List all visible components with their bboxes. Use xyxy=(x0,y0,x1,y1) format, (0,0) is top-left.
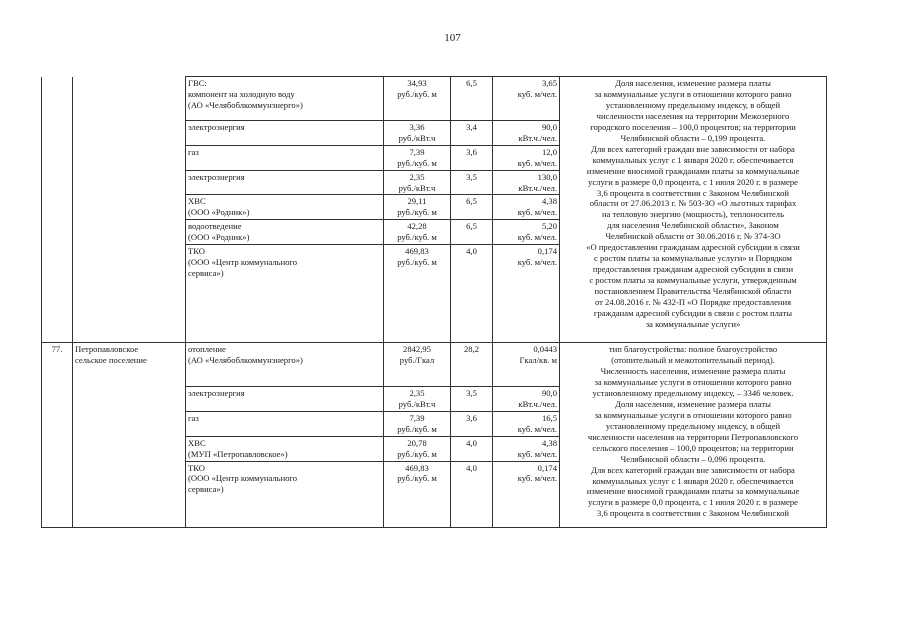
tariff-cell xyxy=(384,245,451,343)
service-name: электроэнергия xyxy=(188,388,245,399)
norm-value: куб. м/чел. xyxy=(517,232,557,243)
index-value: 4,0 xyxy=(466,437,477,448)
tariff-cell xyxy=(384,170,451,195)
service-name-cell xyxy=(186,77,384,121)
service-name: (ООО «Родник») xyxy=(188,232,250,243)
norm-value: куб. м/чел. xyxy=(517,473,557,484)
index-value: 3,5 xyxy=(466,171,477,182)
settlement-name: сельское поселение xyxy=(75,354,147,365)
norm-value: 4,38 xyxy=(541,437,557,448)
description-line: Челябинской области – 0,199 процента. xyxy=(620,132,766,143)
norm-cell xyxy=(493,220,560,245)
tariff-cell xyxy=(384,343,451,387)
tariff-value: руб./куб. м xyxy=(397,448,437,459)
row-number-cell xyxy=(42,77,73,343)
index-value: 6,5 xyxy=(466,78,477,88)
description-line: тип благоустройства: полное благоустройство xyxy=(608,344,778,355)
tariff-cell xyxy=(384,145,451,170)
service-name: сервиса») xyxy=(188,267,224,278)
service-name-cell xyxy=(186,343,384,387)
index-cell xyxy=(451,121,493,146)
index-cell xyxy=(451,343,493,387)
table-row xyxy=(42,77,827,121)
index-cell xyxy=(451,411,493,436)
description-line: 3,6 процента в соответствии с Законом Челябинской xyxy=(597,187,789,198)
description-line: на тепловую энергию (мощность), теплоноситель xyxy=(601,209,785,220)
tariff-cell xyxy=(384,220,451,245)
description-line: за коммунальные услуги в отношении которого равно xyxy=(594,409,792,420)
table-row xyxy=(42,343,827,387)
tariff-table xyxy=(41,76,827,528)
service-name: (МУП «Петропавловское») xyxy=(188,448,288,459)
service-name: отопление xyxy=(188,344,226,355)
tariff-cell xyxy=(384,411,451,436)
tariff-cell xyxy=(384,436,451,461)
tariff-value: руб./кВт.ч xyxy=(398,132,436,143)
service-name: (ООО «Центр коммунального xyxy=(188,256,298,267)
description-cell xyxy=(560,343,827,527)
row-number-cell xyxy=(42,343,73,527)
norm-value: 5,20 xyxy=(541,221,557,232)
norm-value: 0,0443 xyxy=(533,344,557,355)
norm-value: куб. м/чел. xyxy=(517,157,557,168)
service-name-cell xyxy=(186,145,384,170)
norm-value: куб. м/чел. xyxy=(517,207,557,218)
description-line: с ростом платы за коммунальные услуги» и Порядком xyxy=(594,253,792,264)
norm-cell xyxy=(493,77,560,121)
norm-value: 12,0 xyxy=(541,146,557,157)
norm-cell xyxy=(493,436,560,461)
description-line: за коммунальные услуги в отношении которого равно xyxy=(594,88,792,99)
norm-value: куб. м/чел. xyxy=(517,448,557,459)
service-name: ХВС xyxy=(188,437,206,448)
description-line: «О предоставлении гражданам адресной субсидии в связи xyxy=(586,242,800,253)
service-name-cell xyxy=(186,461,384,527)
service-name: газ xyxy=(188,146,199,157)
description-line: коммунальных услуг с 1 января 2020 г. обеспечивается xyxy=(592,475,794,486)
description-line: Доля населения, изменение размера платы xyxy=(615,78,771,88)
norm-value: кВт.ч./чел. xyxy=(518,132,557,143)
tariff-value: руб./Гкал xyxy=(399,354,435,365)
service-name: электроэнергия xyxy=(188,171,245,182)
index-cell xyxy=(451,220,493,245)
norm-value: куб. м/чел. xyxy=(517,423,557,434)
tariff-value: руб./куб. м xyxy=(397,256,437,267)
description-line: изменение вносимой гражданами платы за коммунальные xyxy=(586,486,800,497)
description-line: за коммунальные услуги» xyxy=(645,318,741,329)
index-value: 3,5 xyxy=(466,388,477,399)
tariff-value: 7,39 xyxy=(409,146,425,157)
norm-cell xyxy=(493,195,560,220)
description-line: от 24.08.2016 г. № 432-П «О Порядке предоставления xyxy=(594,297,792,308)
tariff-cell xyxy=(384,195,451,220)
tariff-cell xyxy=(384,461,451,527)
description-line: изменение вносимой гражданами платы за коммунальные xyxy=(586,165,800,176)
tariff-value: 469,83 xyxy=(405,246,429,257)
description-line: численности населения на территории Межозерного xyxy=(596,110,790,121)
norm-cell xyxy=(493,121,560,146)
norm-value: Гкал/кв. м xyxy=(519,354,557,365)
service-name: (АО «Челябоблкоммунэнерго») xyxy=(188,354,303,365)
description-line: для населения Челябинской области», Законом xyxy=(607,220,779,231)
tariff-value: руб./куб. м xyxy=(397,423,437,434)
description-line: установленному предельному индексу, в общей xyxy=(605,99,781,110)
tariff-value: 2,35 xyxy=(409,388,425,399)
index-value: 6,5 xyxy=(466,196,477,207)
description-line: установленному предельному индексу, в общей xyxy=(605,420,781,431)
norm-cell xyxy=(493,387,560,412)
service-name-cell xyxy=(186,170,384,195)
description-line: численности населения на территории Петропавловского xyxy=(587,431,799,442)
service-name: (ООО «Родник») xyxy=(188,207,250,218)
norm-value: кВт.ч./чел. xyxy=(518,182,557,193)
norm-value: 130,0 xyxy=(537,171,557,182)
norm-cell xyxy=(493,343,560,387)
service-name: ТКО xyxy=(188,246,205,257)
description-line: области от 27.06.2013 г. № 503-ЗО «О льготных тарифах xyxy=(589,198,797,209)
tariff-value: руб./куб. м xyxy=(397,157,437,168)
description-line: постановлением Правительства Челябинской области xyxy=(594,286,792,297)
description-line: предоставления гражданам адресной субсидии в связи xyxy=(592,264,794,275)
description-line: 3,6 процента в соответствии с Законом Челябинской xyxy=(597,508,789,519)
norm-cell xyxy=(493,245,560,343)
tariff-value: 34,93 xyxy=(407,78,427,88)
index-value: 3,4 xyxy=(466,122,477,132)
norm-value: 3,65 xyxy=(541,78,557,88)
service-name-cell xyxy=(186,245,384,343)
tariff-value: руб./куб. м xyxy=(397,88,437,99)
index-value: 28,2 xyxy=(463,344,480,355)
description-line: Челябинской области от 30.06.2016 г. № 374-ЗО xyxy=(605,231,781,242)
tariff-value: 20,78 xyxy=(407,437,427,448)
description-line: (отопительный и межотопительный период). xyxy=(611,355,775,366)
norm-value: кВт.ч./чел. xyxy=(518,398,557,409)
tariff-cell xyxy=(384,77,451,121)
norm-value: 0,174 xyxy=(537,246,557,257)
service-name: ГВС: xyxy=(188,78,207,88)
tariff-value: 2842,95 xyxy=(403,344,431,355)
settlement-cell xyxy=(73,343,186,527)
description-line: коммунальных услуг с 1 января 2020 г. обеспечивается xyxy=(592,154,794,165)
index-value: 4,0 xyxy=(466,462,477,473)
page-number: 107 xyxy=(444,32,461,44)
service-name: ХВС xyxy=(188,196,206,207)
description-line: услуги в размере 0,0 процента, с 1 июля 2020 г. в размере xyxy=(588,176,798,187)
index-cell xyxy=(451,195,493,220)
norm-value: 16,5 xyxy=(541,412,557,423)
index-cell xyxy=(451,245,493,343)
description-line: Для всех категорий граждан вне зависимости от набора xyxy=(591,464,795,475)
service-name-cell xyxy=(186,436,384,461)
description-line: с ростом платы за коммунальные услуги, утвержденным xyxy=(589,275,797,286)
norm-value: 0,174 xyxy=(537,462,557,473)
norm-value: 4,38 xyxy=(541,196,557,207)
description-line: гражданам адресной субсидии в связи с ростом платы xyxy=(593,308,793,319)
description-line: городского поселения – 100,0 процентов; на территории xyxy=(590,121,796,132)
norm-value: 90,0 xyxy=(541,388,557,399)
tariff-value: 2,35 xyxy=(409,171,425,182)
index-value: 6,5 xyxy=(466,221,477,232)
tariff-value: 7,39 xyxy=(409,412,425,423)
service-name-cell xyxy=(186,220,384,245)
index-value: 3,6 xyxy=(466,412,477,423)
description-line: Для всех категорий граждан вне зависимости от набора xyxy=(591,143,795,154)
tariff-value: руб./куб. м xyxy=(397,473,437,484)
service-name: (АО «Челябоблкоммунэнерго») xyxy=(188,99,303,110)
tariff-value: 3,36 xyxy=(409,122,425,132)
index-cell xyxy=(451,387,493,412)
index-cell xyxy=(451,436,493,461)
index-cell xyxy=(451,77,493,121)
service-name-cell xyxy=(186,121,384,146)
service-name: газ xyxy=(188,412,199,423)
service-name: водоотведение xyxy=(188,221,242,232)
description-line: за коммунальные услуги в отношении которого равно xyxy=(594,376,792,387)
settlement-name: Петропавловское xyxy=(75,344,139,355)
index-cell xyxy=(451,145,493,170)
norm-cell xyxy=(493,411,560,436)
index-cell xyxy=(451,461,493,527)
norm-value: куб. м/чел. xyxy=(517,88,557,99)
tariff-value: руб./кВт.ч xyxy=(398,182,436,193)
service-name-cell xyxy=(186,387,384,412)
tariff-cell xyxy=(384,121,451,146)
tariff-value: руб./кВт.ч xyxy=(398,398,436,409)
norm-value: 90,0 xyxy=(541,122,557,132)
tariff-value: 29,11 xyxy=(407,196,427,207)
tariff-value: руб./куб. м xyxy=(397,232,437,243)
index-value: 3,6 xyxy=(466,146,477,157)
service-name-cell xyxy=(186,411,384,436)
index-cell xyxy=(451,170,493,195)
norm-cell xyxy=(493,170,560,195)
tariff-cell xyxy=(384,387,451,412)
index-value: 4,0 xyxy=(466,246,477,257)
service-name: сервиса») xyxy=(188,484,224,495)
description-line: установленному предельному индексу, – 3346 человек. xyxy=(592,387,794,398)
description-line: сельского поселения – 100,0 процентов; на территории xyxy=(592,442,794,453)
service-name: ТКО xyxy=(188,462,205,473)
tariff-value: 42,28 xyxy=(407,221,427,232)
description-cell xyxy=(560,77,827,343)
description-line: Челябинской области – 0,096 процента. xyxy=(620,453,766,464)
settlement-cell xyxy=(73,77,186,343)
norm-cell xyxy=(493,461,560,527)
description-line: Численность населения, изменение размера платы xyxy=(600,365,786,376)
row-number: 77. xyxy=(51,344,63,355)
description-line: услуги в размере 0,0 процента, с 1 июля 2020 г. в размере xyxy=(588,497,798,508)
norm-cell xyxy=(493,145,560,170)
norm-value: куб. м/чел. xyxy=(517,256,557,267)
tariff-value: 469,83 xyxy=(405,462,429,473)
service-name: компонент на холодную воду xyxy=(188,88,295,99)
tariff-value: руб./куб. м xyxy=(397,207,437,218)
description-line: Доля населения, изменение размера платы xyxy=(615,398,771,409)
service-name: электроэнергия xyxy=(188,122,245,132)
service-name-cell xyxy=(186,195,384,220)
service-name: (ООО «Центр коммунального xyxy=(188,473,298,484)
